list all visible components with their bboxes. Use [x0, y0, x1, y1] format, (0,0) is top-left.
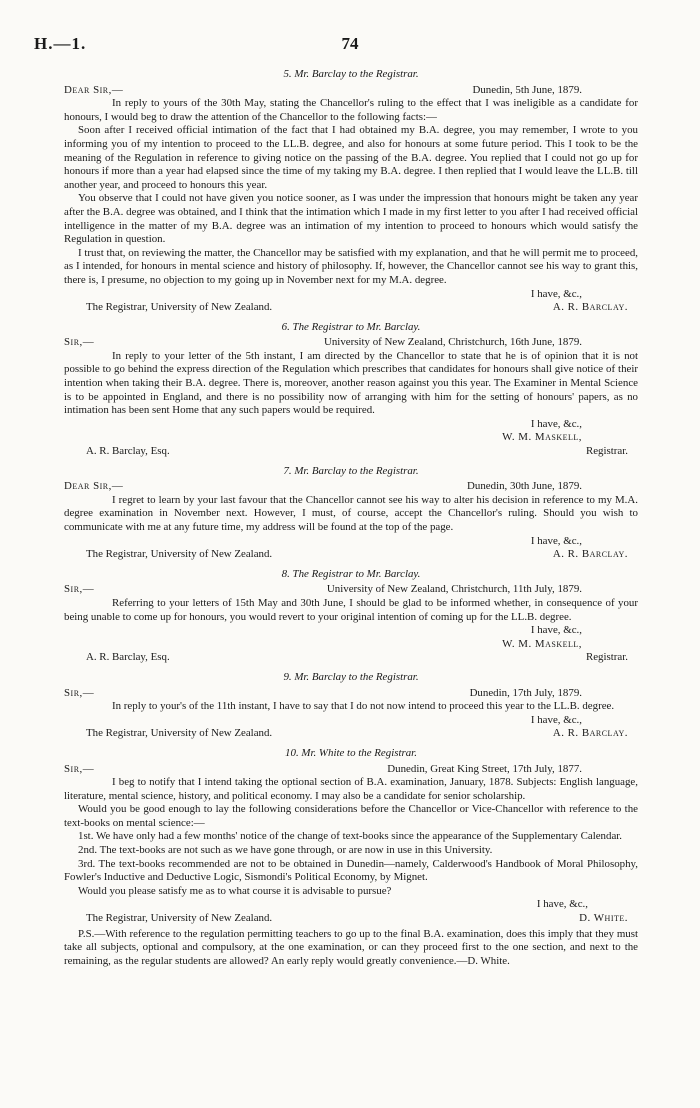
- salutation: Sir,—: [64, 336, 95, 349]
- letter-heading: [64, 687, 638, 701]
- closing: I have, &c.,: [530, 287, 582, 300]
- place-date: Dunedin, Great King Street, 17th July, 1877.: [387, 762, 582, 775]
- letter-title: 8. The Registrar to Mr. Barclay.: [281, 567, 421, 580]
- addressee: The Registrar, University of New Zealand.: [86, 301, 273, 314]
- letter-paragraph: Soon after I received official intimation of the fact that I had obtained my B.A. degree, you may remember, I wrote to you informing you of my intention to proceed to the LL.B. degree, and also for honours at some future period. This I took to be the meaning of the Regulation in reference to giving notice on the passing of the B.A. degree. You replied that I could not go up for honours if more than a year had elapsed since the time of my taking my B.A. degree. I then replied that I would leave the LL.B. till another year, and proceed to honours this year.: [64, 124, 638, 191]
- letter-paragraph: In reply to your letter of the 5th instant, I am directed by the Chancellor to state that he is of opinion that it is not possible to go behind the express direction of the Regulation which prescribes that candidates for honours shall give notice of their intention when taking their B.A. degree. There is, moreover, another reason against you this year. The Examiner in Mental Science is to be appointed in England, and there is no possibility now of arranging with him for the setting of honours' papers, as no intimation has been sent Home that any such papers would be required.: [64, 349, 638, 417]
- document-reference: H.—1.: [34, 34, 87, 53]
- place-date: Dunedin, 17th July, 1879.: [469, 686, 582, 699]
- letter-heading: [64, 583, 638, 597]
- addressee: The Registrar, University of New Zealand.: [86, 727, 273, 740]
- salutation: Dear Sir,—: [64, 480, 124, 493]
- addressee: The Registrar, University of New Zealand.: [86, 548, 273, 561]
- letter-heading: [64, 763, 638, 777]
- letter-paragraph: 1st. We have only had a few months' notice of the change of text-books since the appearance of the Supplementary Calendar.: [78, 830, 623, 843]
- addressee: A. R. Barclay, Esq.: [86, 651, 170, 664]
- letter-paragraph: In reply to your's of the 11th instant, I have to say that I do not now intend to proceed this year to the LL.B. degree.: [112, 700, 615, 713]
- postscript: P.S.—With reference to the regulation permitting teachers to go up to the final B.A. examination, does this imply that they must take all subjects, optional and compulsory, at the one examination, or can they proceed first to the one section, and next to the remaining, as the regular students are allowed? An early reply would greatly convenience.—D. White.: [64, 927, 638, 967]
- signature: D. White.: [579, 912, 628, 925]
- place-date: Dunedin, 30th June, 1879.: [467, 480, 582, 493]
- letter-paragraph: In reply to yours of the 30th May, stating the Chancellor's ruling to the effect that I was ineligible as a candidate for honours, I would beg to draw the attention of the Chancellor to the following facts:—: [64, 97, 638, 123]
- salutation: Sir,—: [64, 583, 95, 596]
- signature: A. R. Barclay.: [552, 548, 628, 561]
- letter-paragraph: Would you be good enough to lay the following considerations before the Chancellor or Vice-Chancellor with reference to the text-books on mental science:—: [64, 803, 638, 829]
- closing: I have, &c.,: [530, 624, 582, 637]
- letter-paragraph: 2nd. The text-books are not such as we have gone through, or are now in use in this University.: [78, 844, 493, 857]
- letter-heading: [64, 480, 638, 494]
- closing: I have, &c.,: [530, 417, 582, 430]
- letter-paragraph: Referring to your letters of 15th May and 30th June, I should be glad to be informed whether, in consequence of your being unable to come up for honours, you would revert to your original intention of coming up for the LL.B. degree.: [64, 596, 638, 623]
- salutation: Dear Sir,—: [64, 83, 124, 96]
- signature: W. M. Maskell,: [502, 637, 582, 650]
- signature-title: Registrar.: [585, 651, 628, 664]
- letter-paragraph: I trust that, on reviewing the matter, the Chancellor may be satisfied with my explanation, and that he will permit me to proceed, as I intended, for honours in mental science and history of philosophy. If, however, the Chancellor cannot see his way to grant this, there is, I presume, no objection to my going up in November next for my M.A. degree.: [64, 246, 638, 286]
- salutation: Sir,—: [64, 762, 95, 775]
- letter-paragraph: I beg to notify that I intend taking the optional section of B.A. examination, January, 1878. Subjects: English language, literature, mental science, history, and political economy. I may also be a candidate for senior scholarship.: [64, 776, 638, 802]
- addressee: A. R. Barclay, Esq.: [86, 445, 170, 458]
- addressee: The Registrar, University of New Zealand.: [86, 912, 273, 925]
- document-body: [64, 68, 638, 968]
- place-date: University of New Zealand, Christchurch, 11th July, 1879.: [326, 583, 582, 596]
- place-date: Dunedin, 5th June, 1879.: [472, 83, 582, 96]
- closing: I have, &c.,: [530, 534, 582, 547]
- letter-title: 9. Mr. Barclay to the Registrar.: [283, 670, 419, 683]
- closing: I have, &c.,: [536, 898, 588, 911]
- letter-title: 6. The Registrar to Mr. Barclay.: [281, 320, 421, 333]
- signature-title: Registrar.: [585, 445, 628, 458]
- letter-title: 10. Mr. White to the Registrar.: [285, 746, 417, 759]
- letter-title: 5. Mr. Barclay to the Registrar.: [283, 68, 419, 80]
- letter-paragraph: You observe that I could not have given you notice sooner, as I was under the impression that honours might be taken any year after the B.A. degree was obtained, and I think that the intimation which I made in my first letter to you after I had received official intelligence in the matter of my B.A. degree was an intimation of my intention to proceed to honours which would satisfy the Regulation in question.: [64, 192, 638, 246]
- letter-heading: [64, 336, 638, 350]
- closing: I have, &c.,: [530, 713, 582, 726]
- letter-heading: [64, 84, 638, 98]
- letter-paragraph: Would you please satisfy me as to what course it is advisable to pursue?: [78, 884, 392, 897]
- salutation: Sir,—: [64, 686, 95, 699]
- letter-title: 7. Mr. Barclay to the Registrar.: [283, 464, 419, 477]
- page-header: [34, 34, 666, 58]
- signature: A. R. Barclay.: [552, 301, 628, 314]
- signature: A. R. Barclay.: [552, 727, 628, 740]
- signature: W. M. Maskell,: [502, 431, 582, 444]
- letter-paragraph: I regret to learn by your last favour that the Chancellor cannot see his way to alter his decision in reference to my M.A. degree examination in November next. However, I must, of course, accept the Chancellor's ruling. Should you wish to communicate with me at any future time, my address will be found at the top of the page.: [64, 493, 638, 533]
- letter-paragraph: 3rd. The text-books recommended are not to be obtained in Dunedin—namely, Calderwood's Handbook of Moral Philosophy, Fowler's Inductive and Deductive Logic, Sismondi's Political Economy, by Mignet.: [64, 857, 638, 884]
- place-date: University of New Zealand, Christchurch, 16th June, 1879.: [324, 336, 582, 349]
- page-number: 74: [341, 34, 359, 53]
